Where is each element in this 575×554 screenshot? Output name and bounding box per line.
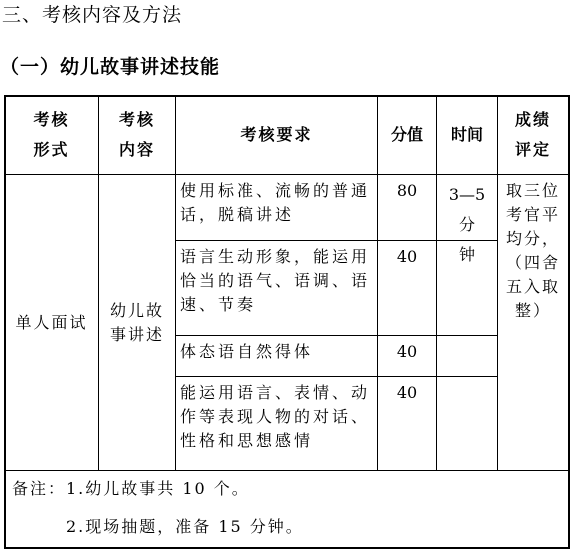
requirement-row-4: 能运用语言、表情、动 作等表现人物的对话、 性格和思想感情 <box>180 383 371 450</box>
form-cell: 单人面试 <box>15 312 88 332</box>
time-cell: 3—5 分 钟 <box>448 185 486 264</box>
assessment-table <box>4 95 570 549</box>
table-border-right <box>568 95 570 549</box>
section-title: 三、考核内容及方法 <box>2 4 183 26</box>
requirement-row-2: 语言生动形象，能运用 恰当的语气、语调、语 速、节奏 <box>180 247 371 314</box>
header-content: 考核 内容 <box>118 110 155 159</box>
requirement-row-1: 使用标准、流畅的普通 话，脱稿讲述 <box>180 181 371 224</box>
header-score: 分值 <box>390 125 423 144</box>
note-line-1: 备注：1.幼儿故事共 10 个。 <box>12 479 250 498</box>
table-border-bottom <box>4 547 570 549</box>
content-cell: 幼儿故 事讲述 <box>109 300 164 344</box>
score-row-1: 80 <box>396 181 418 200</box>
header-form: 考核 形式 <box>33 110 70 159</box>
note-line-2: 2.现场抽题，准备 15 分钟。 <box>66 517 304 536</box>
notes-divider <box>4 470 570 471</box>
header-evaluation: 成绩 评定 <box>514 110 551 159</box>
score-row-4: 40 <box>396 383 418 402</box>
evaluation-cell: 取三位 考官平 均分， （四舍 五入取 整） <box>505 181 560 320</box>
score-row-3: 40 <box>396 342 418 361</box>
score-row-2: 40 <box>396 247 418 266</box>
header-requirement: 考核要求 <box>240 125 313 144</box>
subsection-title: （一）幼儿故事讲述技能 <box>0 56 221 78</box>
requirement-row-3: 体态语自然得体 <box>180 342 314 361</box>
header-time: 时间 <box>450 125 483 144</box>
